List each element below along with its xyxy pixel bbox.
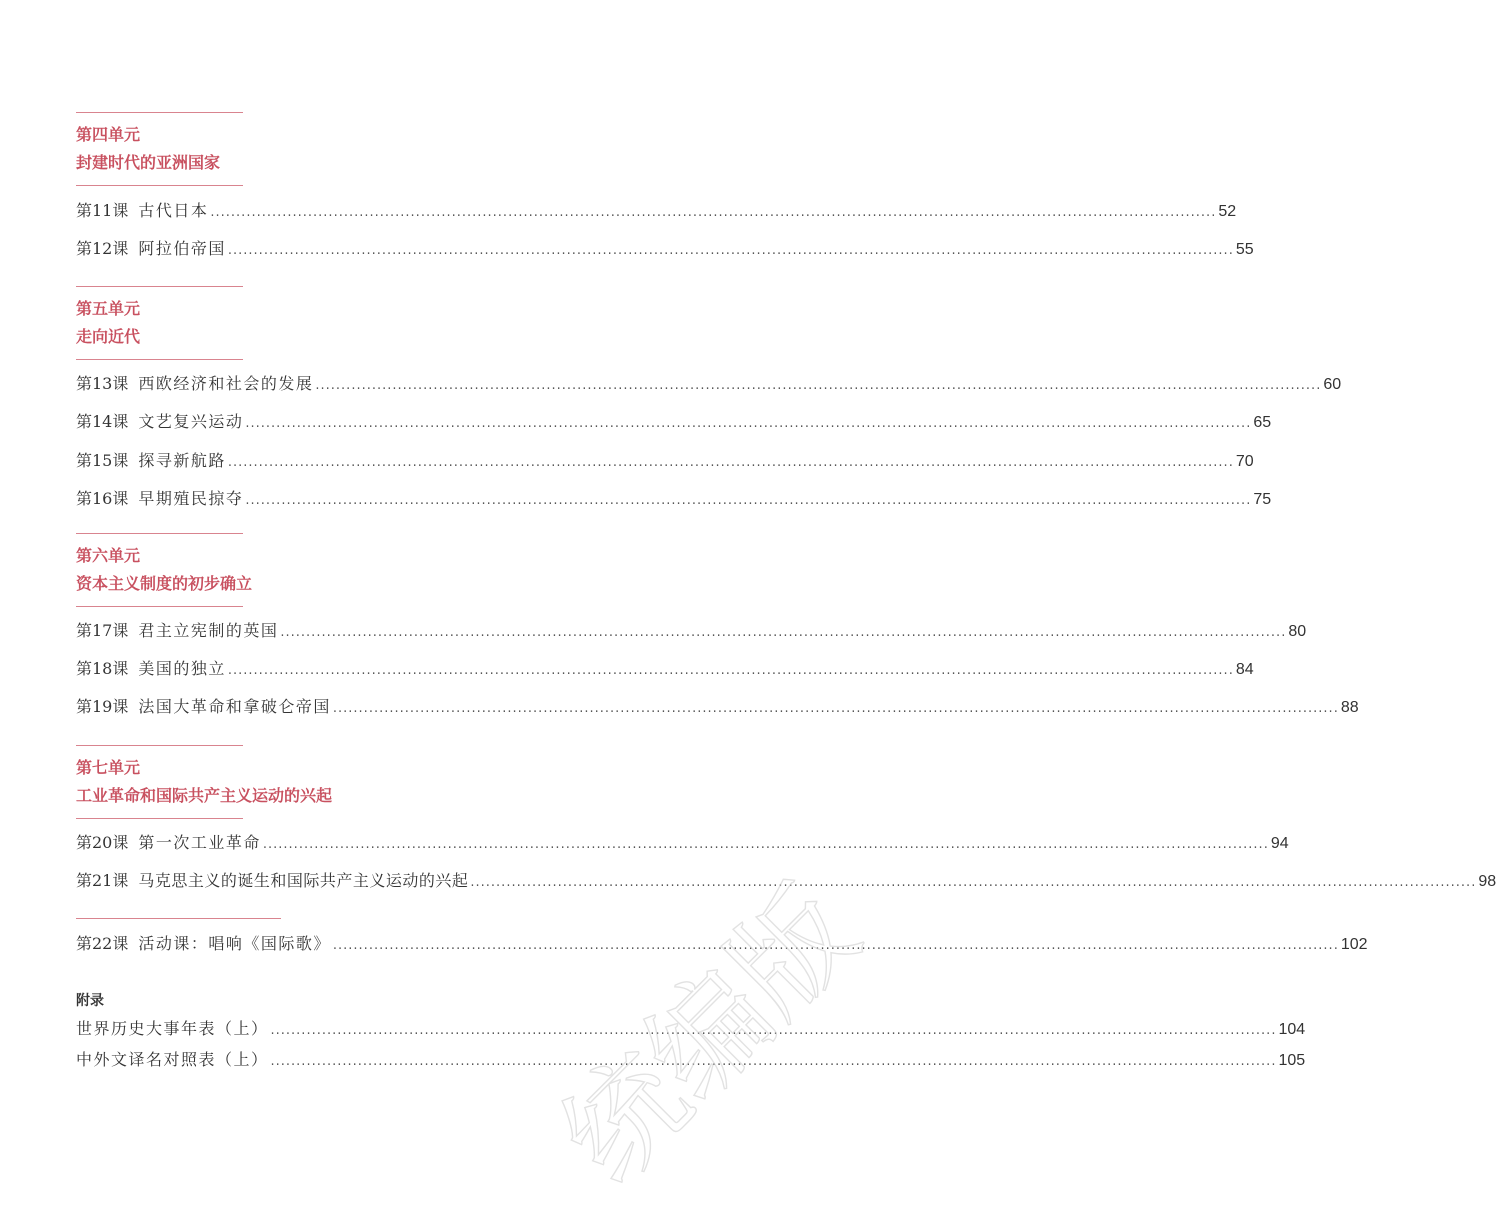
appendix-title: 中外文译名对照表（上） [76,1050,269,1069]
lesson-title: 探寻新航路 [138,451,226,470]
dot-leader [228,451,1234,475]
lesson-title: 活动课：唱响《国际歌》 [138,934,331,953]
watermark-text: 统编版 [535,860,884,1209]
page-number: 55 [1235,241,1254,258]
activity-divider [76,918,281,919]
toc-entry-lesson-22[interactable] [76,932,1368,956]
unit-divider [76,112,243,113]
lesson-number: 第12课 [76,239,129,258]
page-number: 52 [1218,203,1237,220]
appendix-title: 世界历史大事年表（上） [76,1019,269,1038]
lesson-title: 古代日本 [138,201,209,220]
unit-divider [76,286,243,287]
unit-title: 资本主义制度的初步确立 [76,574,253,593]
lesson-title: 西欧经济和社会的发展 [138,374,314,393]
lesson-number: 第21课 [76,871,129,890]
page-number: 70 [1235,453,1254,470]
unit-4-header [76,112,576,186]
toc-entry-lesson-19[interactable] [76,695,1359,719]
page-number: 104 [1278,1021,1306,1038]
lesson-number: 第13课 [76,374,129,393]
toc-entry-lesson-18[interactable] [76,657,1254,681]
unit-title: 走向近代 [76,327,141,346]
page-number: 80 [1288,623,1307,640]
page-number: 60 [1323,376,1342,393]
unit-label: 第七单元 [76,758,141,777]
toc-entry-appendix-chronology[interactable] [76,1017,1306,1041]
unit-divider [76,818,243,819]
unit-5-header [76,286,576,360]
unit-title: 工业革命和国际共产主义运动的兴起 [76,786,333,805]
unit-label: 第四单元 [76,125,141,144]
lesson-title: 文艺复兴运动 [138,412,244,431]
lesson-title: 美国的独立 [138,659,226,678]
unit-title: 封建时代的亚洲国家 [76,153,221,172]
unit-divider [76,185,243,186]
toc-entry-appendix-glossary[interactable] [76,1048,1306,1072]
dot-leader [228,239,1234,263]
toc-entry-lesson-20[interactable] [76,831,1289,855]
unit-7-header [76,745,576,819]
unit-divider [76,533,243,534]
toc-entry-lesson-13[interactable] [76,372,1342,396]
lesson-number: 第20课 [76,833,129,852]
dot-leader [315,374,1321,398]
dot-leader [210,201,1216,225]
page-number: 88 [1340,699,1359,716]
unit-divider [76,606,243,607]
dot-leader [245,489,1251,513]
lesson-number: 第17课 [76,621,129,640]
lesson-title: 早期殖民掠夺 [138,489,244,508]
dot-leader [245,412,1251,436]
lesson-number: 第11课 [76,201,129,220]
page-number: 75 [1253,491,1272,508]
toc-entry-lesson-12[interactable] [76,237,1254,261]
lesson-title: 法国大革命和拿破仑帝国 [138,697,331,716]
watermark [535,860,884,1209]
page-number: 105 [1278,1052,1306,1069]
dot-leader [333,697,1339,721]
dot-leader [280,621,1286,645]
dot-leader [263,833,1269,857]
unit-divider [76,745,243,746]
toc-entry-lesson-15[interactable] [76,449,1254,473]
toc-entry-lesson-21[interactable] [76,869,1496,893]
lesson-title: 第一次工业革命 [138,833,261,852]
unit-6-header [76,533,576,607]
lesson-number: 第16课 [76,489,129,508]
toc-entry-lesson-14[interactable] [76,410,1272,434]
page-number: 94 [1270,835,1289,852]
appendix-heading: 附录 [76,993,104,1009]
lesson-number: 第15课 [76,451,129,470]
lesson-title: 阿拉伯帝国 [138,239,226,258]
toc-entry-lesson-11[interactable] [76,199,1237,223]
unit-label: 第五单元 [76,299,141,318]
page-number: 65 [1253,414,1272,431]
lesson-title: 君主立宪制的英国 [138,621,279,640]
page-number: 102 [1340,936,1368,953]
dot-leader [228,659,1234,683]
lesson-number: 第19课 [76,697,129,716]
lesson-number: 第22课 [76,934,129,953]
unit-label: 第六单元 [76,546,141,565]
lesson-number: 第14课 [76,412,129,431]
page-number: 84 [1235,661,1254,678]
lesson-title: 马克思主义的诞生和国际共产主义运动的兴起 [138,871,469,890]
page-number: 98 [1478,873,1496,890]
lesson-number: 第18课 [76,659,129,678]
unit-divider [76,359,243,360]
toc-entry-lesson-17[interactable] [76,619,1307,643]
toc-entry-lesson-16[interactable] [76,487,1272,511]
